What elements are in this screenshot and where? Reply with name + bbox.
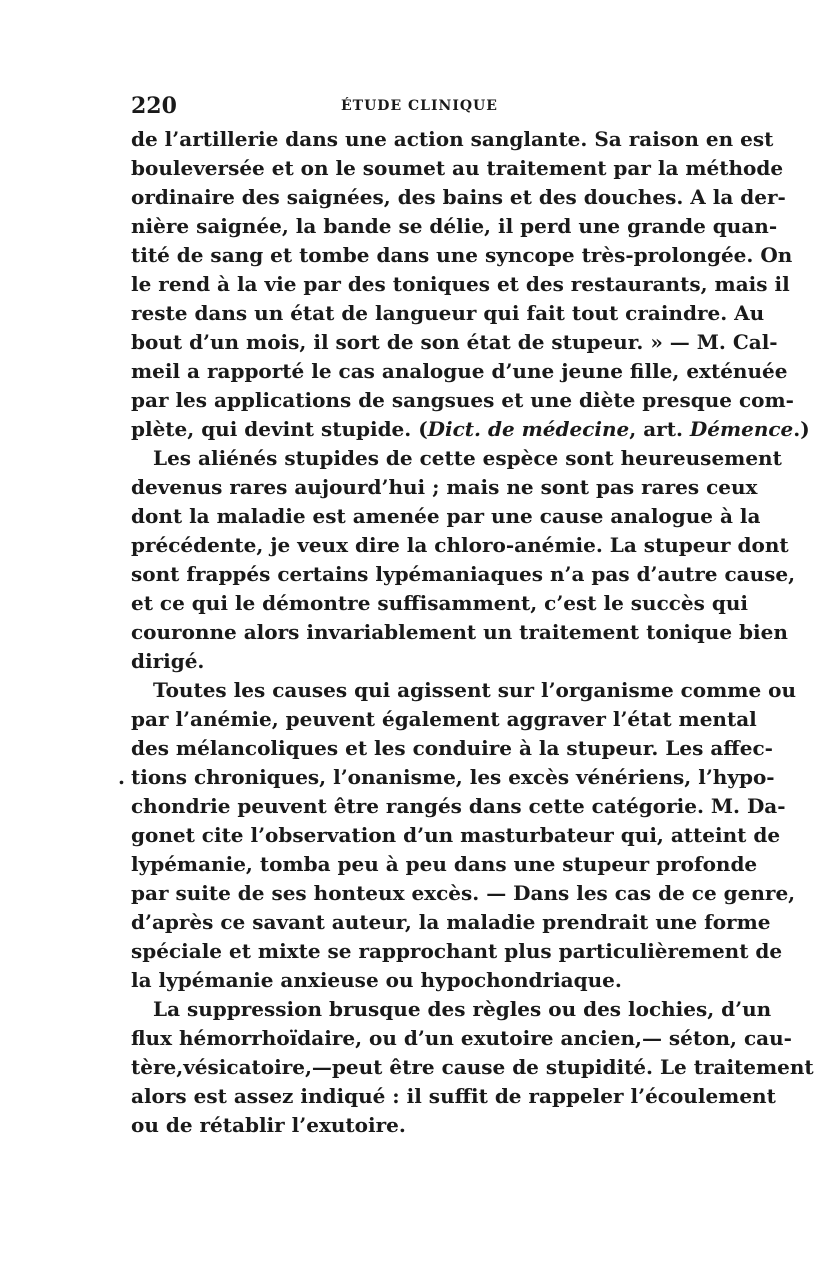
text-line: spéciale et mixte se rapprochant plus particulièrement de	[131, 939, 783, 963]
text-line	[118, 763, 775, 792]
text-line: et ce qui le démontre suffisamment, c’est le succès qui	[131, 591, 749, 615]
text-line: tité de sang et tombe dans une syncope très-prolongée. On	[131, 243, 793, 267]
text-line: ou de rétablir l’exutoire.	[131, 1113, 406, 1137]
citation-art: , art.	[629, 417, 690, 441]
text-line: par l’anémie, peuvent également aggraver l’état mental	[131, 707, 757, 731]
citation-dict: Dict.	[427, 417, 481, 441]
text-line: alors est assez indiqué : il suffit de rappeler l’écoulement	[131, 1084, 776, 1108]
citation-close: .)	[793, 417, 810, 441]
text-line: lypémanie, tomba peu à peu dans une stupeur profonde	[131, 852, 758, 876]
text-line: ordinaire des saignées, des bains et des douches. A la der-	[131, 185, 786, 209]
text-line: par les applications de sangsues et une diète presque com-	[131, 388, 794, 412]
text-line: précédente, je veux dire la chloro-anémie. La stupeur dont	[131, 533, 789, 557]
text-line: dirigé.	[131, 649, 205, 673]
text-line-content: tions chroniques, l’onanisme, les excès vénériens, l’hypo-	[131, 765, 775, 789]
text-line: d’après ce savant auteur, la maladie prendrait une forme	[131, 910, 771, 934]
text-line: tère,vésicatoire,—peut être cause de stupidité. Le traitement	[131, 1055, 814, 1079]
text-line: le rend à la vie par des toniques et des restaurants, mais il	[131, 272, 790, 296]
text-line: devenus rares aujourd’hui ; mais ne sont pas rares ceux	[131, 475, 758, 499]
text-line: La suppression brusque des règles ou des lochies, d’un	[153, 997, 772, 1021]
body-text	[118, 125, 814, 1140]
page-header	[131, 93, 671, 119]
text-line: de l’artillerie dans une action sanglante. Sa raison en est	[131, 127, 774, 151]
text-line: bout d’un mois, il sort de son état de stupeur. » — M. Cal-	[131, 330, 778, 354]
text-line: gonet cite l’observation d’un masturbateur qui, atteint de	[131, 823, 781, 847]
page-number: 220	[131, 93, 177, 119]
text-line: la lypémanie anxieuse ou hypochondriaque.	[131, 968, 622, 992]
text-line: chondrie peuvent être rangés dans cette catégorie. M. Da-	[131, 794, 786, 818]
text-line: reste dans un état de langueur qui fait tout craindre. Au	[131, 301, 765, 325]
citation-medecine: médecine	[521, 417, 630, 441]
text-line: bouleversée et on le soumet au traitement par la méthode	[131, 156, 784, 180]
running-title: ÉTUDE CLINIQUE	[341, 98, 498, 114]
text-line: sont frappés certains lypémaniaques n’a pas d’autre cause,	[131, 562, 796, 586]
text-line: flux hémorrhoïdaire, ou d’un exutoire ancien,— séton, cau-	[131, 1026, 792, 1050]
text-line: dont la maladie est amenée par une cause analogue à la	[131, 504, 761, 528]
text-line: des mélancoliques et les conduire à la stupeur. Les affec-	[131, 736, 773, 760]
text-line: Les aliénés stupides de cette espèce sont heureusement	[153, 446, 782, 470]
text-line: nière saignée, la bande se délie, il perd une grande quan-	[131, 214, 778, 238]
citation-lead: plète, qui devint stupide. (	[131, 417, 428, 441]
citation-de: de	[481, 417, 522, 441]
text-line: par suite de ses honteux excès. — Dans les cas de ce genre,	[131, 881, 796, 905]
text-line-citation	[131, 415, 810, 444]
text-line: meil a rapporté le cas analogue d’une jeune fille, exténuée	[131, 359, 788, 383]
margin-mark: .	[118, 765, 125, 789]
text-line: couronne alors invariablement un traitement tonique bien	[131, 620, 788, 644]
citation-demence: Démence	[689, 417, 794, 441]
text-line: Toutes les causes qui agissent sur l’organisme comme ou	[153, 678, 797, 702]
